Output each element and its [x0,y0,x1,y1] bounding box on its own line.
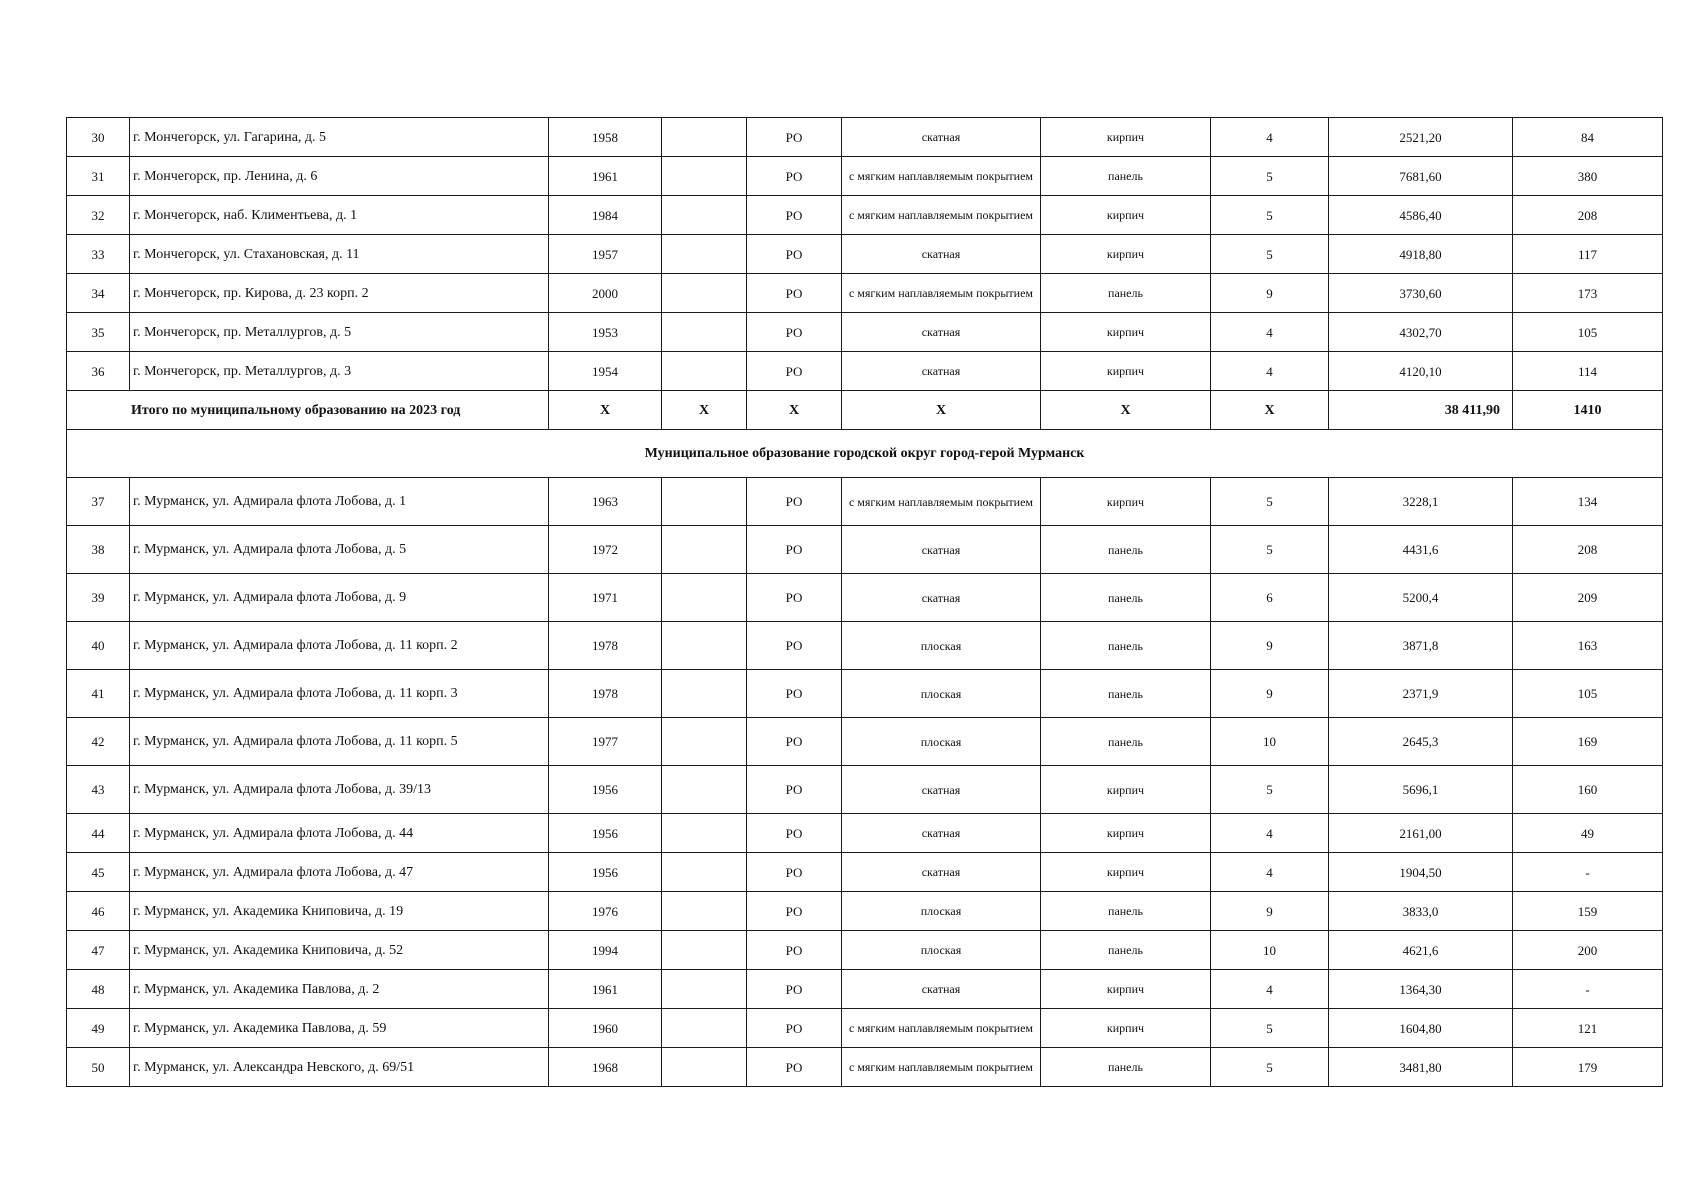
row-wall-material: кирпич [1041,235,1211,274]
row-number: 33 [67,235,130,274]
table-row [67,235,1663,274]
total-x-year: X [549,391,662,430]
row-roof-type: скатная [842,766,1041,814]
row-address: г. Мончегорск, пр. Ленина, д. 6 [130,157,549,196]
row-residents: 209 [1513,574,1663,622]
row-area: 3228,1 [1329,478,1513,526]
row-blank [662,970,747,1009]
table-row [67,622,1663,670]
row-number: 47 [67,931,130,970]
row-residents: 179 [1513,1048,1663,1087]
total-area: 38 411,90 [1329,391,1513,430]
row-ro: РО [747,157,842,196]
row-area: 4918,80 [1329,235,1513,274]
row-blank [662,574,747,622]
row-blank [662,526,747,574]
row-blank [662,478,747,526]
row-wall-material: панель [1041,718,1211,766]
row-blank [662,766,747,814]
row-year: 1963 [549,478,662,526]
row-roof-type: скатная [842,970,1041,1009]
table-row [67,157,1663,196]
table-row [67,1048,1663,1087]
row-blank [662,313,747,352]
total-label: Итого по муниципальному образованию на 2023 год [67,391,549,430]
row-ro: РО [747,853,842,892]
table-row [67,1009,1663,1048]
row-number: 39 [67,574,130,622]
row-residents: 114 [1513,352,1663,391]
row-roof-type: скатная [842,313,1041,352]
total-x-roof: X [842,391,1041,430]
row-year: 1956 [549,766,662,814]
row-residents: 159 [1513,892,1663,931]
row-floors: 4 [1211,853,1329,892]
row-year: 1954 [549,352,662,391]
row-ro: РО [747,196,842,235]
table-row [67,718,1663,766]
row-wall-material: кирпич [1041,853,1211,892]
row-address: г. Мурманск, ул. Адмирала флота Лобова, д. 11 корп. 5 [130,718,549,766]
row-ro: РО [747,1048,842,1087]
row-number: 41 [67,670,130,718]
row-year: 1956 [549,814,662,853]
total-people: 1410 [1513,391,1663,430]
row-floors: 5 [1211,1048,1329,1087]
row-year: 1978 [549,622,662,670]
row-year: 1971 [549,574,662,622]
row-wall-material: панель [1041,1048,1211,1087]
row-roof-type: скатная [842,526,1041,574]
row-area: 4586,40 [1329,196,1513,235]
row-address: г. Мурманск, ул. Адмирала флота Лобова, д. 44 [130,814,549,853]
row-floors: 6 [1211,574,1329,622]
row-number: 34 [67,274,130,313]
row-residents: 200 [1513,931,1663,970]
row-floors: 9 [1211,892,1329,931]
table-row [67,118,1663,157]
row-floors: 5 [1211,478,1329,526]
row-year: 1956 [549,853,662,892]
row-address: г. Мурманск, ул. Адмирала флота Лобова, д. 5 [130,526,549,574]
municipal-total-row [67,391,1663,430]
row-wall-material: кирпич [1041,814,1211,853]
row-ro: РО [747,118,842,157]
row-floors: 5 [1211,235,1329,274]
row-roof-type: с мягким наплавляемым покрытием [842,1009,1041,1048]
row-floors: 4 [1211,814,1329,853]
row-address: г. Мончегорск, наб. Климентьева, д. 1 [130,196,549,235]
row-year: 1961 [549,970,662,1009]
row-year: 1976 [549,892,662,931]
row-ro: РО [747,766,842,814]
table-row [67,853,1663,892]
row-residents: 117 [1513,235,1663,274]
table-row [67,814,1663,853]
row-area: 2521,20 [1329,118,1513,157]
row-number: 46 [67,892,130,931]
row-blank [662,718,747,766]
row-ro: РО [747,814,842,853]
row-ro: РО [747,670,842,718]
total-x-blank: X [662,391,747,430]
table-row [67,478,1663,526]
row-roof-type: плоская [842,931,1041,970]
row-blank [662,196,747,235]
row-residents: 134 [1513,478,1663,526]
row-area: 4431,6 [1329,526,1513,574]
row-wall-material: панель [1041,670,1211,718]
row-address: г. Мурманск, ул. Адмирала флота Лобова, д. 9 [130,574,549,622]
table-row [67,892,1663,931]
row-ro: РО [747,274,842,313]
row-address: г. Мурманск, ул. Адмирала флота Лобова, д. 11 корп. 2 [130,622,549,670]
row-address: г. Мурманск, ул. Академика Книповича, д. 52 [130,931,549,970]
row-blank [662,670,747,718]
row-wall-material: панель [1041,892,1211,931]
row-year: 1960 [549,1009,662,1048]
row-ro: РО [747,892,842,931]
table-row [67,670,1663,718]
row-wall-material: кирпич [1041,478,1211,526]
block1-rows [67,118,1663,391]
row-area: 5200,4 [1329,574,1513,622]
table-row [67,313,1663,352]
row-wall-material: кирпич [1041,196,1211,235]
row-roof-type: скатная [842,235,1041,274]
row-floors: 10 [1211,718,1329,766]
row-number: 44 [67,814,130,853]
row-address: г. Мончегорск, пр. Металлургов, д. 5 [130,313,549,352]
row-area: 2371,9 [1329,670,1513,718]
row-address: г. Мончегорск, пр. Металлургов, д. 3 [130,352,549,391]
row-address: г. Мончегорск, ул. Стахановская, д. 11 [130,235,549,274]
row-roof-type: с мягким наплавляемым покрытием [842,196,1041,235]
row-number: 50 [67,1048,130,1087]
row-ro: РО [747,352,842,391]
row-residents: 105 [1513,313,1663,352]
table-row [67,931,1663,970]
row-address: г. Мурманск, ул. Адмирала флота Лобова, д. 39/13 [130,766,549,814]
row-blank [662,1048,747,1087]
row-address: г. Мончегорск, пр. Кирова, д. 23 корп. 2 [130,274,549,313]
row-floors: 5 [1211,157,1329,196]
row-address: г. Мурманск, ул. Адмирала флота Лобова, д. 11 корп. 3 [130,670,549,718]
row-address: г. Мурманск, ул. Академика Павлова, д. 59 [130,1009,549,1048]
row-year: 1961 [549,157,662,196]
row-wall-material: кирпич [1041,118,1211,157]
section-title: Муниципальное образование городской округ город-герой Мурманск [67,430,1663,478]
row-residents: 160 [1513,766,1663,814]
row-wall-material: кирпич [1041,970,1211,1009]
row-ro: РО [747,478,842,526]
row-roof-type: плоская [842,718,1041,766]
row-area: 4302,70 [1329,313,1513,352]
row-blank [662,157,747,196]
row-year: 1968 [549,1048,662,1087]
row-wall-material: панель [1041,931,1211,970]
row-blank [662,1009,747,1048]
row-wall-material: панель [1041,526,1211,574]
row-roof-type: плоская [842,892,1041,931]
row-year: 1994 [549,931,662,970]
table-row [67,196,1663,235]
row-roof-type: с мягким наплавляемым покрытием [842,1048,1041,1087]
row-floors: 5 [1211,766,1329,814]
table-row [67,526,1663,574]
block3-rows [67,814,1663,1087]
row-ro: РО [747,574,842,622]
row-area: 4120,10 [1329,352,1513,391]
row-floors: 4 [1211,970,1329,1009]
row-number: 37 [67,478,130,526]
row-floors: 9 [1211,670,1329,718]
row-address: г. Мурманск, ул. Александра Невского, д. 69/51 [130,1048,549,1087]
row-ro: РО [747,235,842,274]
row-area: 3871,8 [1329,622,1513,670]
row-ro: РО [747,931,842,970]
row-number: 35 [67,313,130,352]
row-blank [662,931,747,970]
row-year: 1958 [549,118,662,157]
row-floors: 4 [1211,352,1329,391]
row-number: 42 [67,718,130,766]
row-residents: 49 [1513,814,1663,853]
row-year: 1978 [549,670,662,718]
row-wall-material: кирпич [1041,1009,1211,1048]
row-floors: 5 [1211,196,1329,235]
row-roof-type: плоская [842,670,1041,718]
row-wall-material: кирпич [1041,766,1211,814]
row-area: 3730,60 [1329,274,1513,313]
total-x-ro: X [747,391,842,430]
row-residents: 169 [1513,718,1663,766]
row-wall-material: панель [1041,574,1211,622]
row-area: 3833,0 [1329,892,1513,931]
row-address: г. Мурманск, ул. Академика Книповича, д. 19 [130,892,549,931]
row-residents: - [1513,853,1663,892]
row-year: 1984 [549,196,662,235]
row-residents: 84 [1513,118,1663,157]
row-year: 1953 [549,313,662,352]
row-floors: 4 [1211,313,1329,352]
block2-rows [67,478,1663,814]
row-blank [662,118,747,157]
row-address: г. Мурманск, ул. Академика Павлова, д. 2 [130,970,549,1009]
row-wall-material: кирпич [1041,313,1211,352]
row-wall-material: панель [1041,157,1211,196]
row-blank [662,814,747,853]
row-roof-type: скатная [842,574,1041,622]
row-roof-type: скатная [842,814,1041,853]
table-row [67,766,1663,814]
row-roof-type: с мягким наплавляемым покрытием [842,157,1041,196]
row-roof-type: скатная [842,118,1041,157]
row-area: 4621,6 [1329,931,1513,970]
row-residents: 121 [1513,1009,1663,1048]
table-row [67,352,1663,391]
row-number: 38 [67,526,130,574]
row-number: 40 [67,622,130,670]
row-residents: 208 [1513,526,1663,574]
row-blank [662,235,747,274]
row-number: 32 [67,196,130,235]
row-floors: 9 [1211,622,1329,670]
housing-register-table [66,117,1663,1087]
section-header-row [67,430,1663,478]
row-number: 43 [67,766,130,814]
row-number: 31 [67,157,130,196]
row-ro: РО [747,622,842,670]
row-number: 30 [67,118,130,157]
row-ro: РО [747,970,842,1009]
total-x-floors: X [1211,391,1329,430]
row-area: 1364,30 [1329,970,1513,1009]
row-residents: 380 [1513,157,1663,196]
row-roof-type: скатная [842,853,1041,892]
row-address: г. Мончегорск, ул. Гагарина, д. 5 [130,118,549,157]
row-area: 2645,3 [1329,718,1513,766]
row-number: 36 [67,352,130,391]
total-x-wall: X [1041,391,1211,430]
row-floors: 4 [1211,118,1329,157]
row-year: 1957 [549,235,662,274]
row-year: 1972 [549,526,662,574]
row-roof-type: скатная [842,352,1041,391]
row-number: 45 [67,853,130,892]
row-ro: РО [747,526,842,574]
row-ro: РО [747,1009,842,1048]
row-blank [662,274,747,313]
row-wall-material: панель [1041,622,1211,670]
row-number: 49 [67,1009,130,1048]
row-area: 1604,80 [1329,1009,1513,1048]
row-roof-type: с мягким наплавляемым покрытием [842,478,1041,526]
row-residents: 208 [1513,196,1663,235]
row-area: 5696,1 [1329,766,1513,814]
row-address: г. Мурманск, ул. Адмирала флота Лобова, д. 1 [130,478,549,526]
row-ro: РО [747,313,842,352]
row-area: 2161,00 [1329,814,1513,853]
row-address: г. Мурманск, ул. Адмирала флота Лобова, д. 47 [130,853,549,892]
row-area: 3481,80 [1329,1048,1513,1087]
row-roof-type: с мягким наплавляемым покрытием [842,274,1041,313]
row-ro: РО [747,718,842,766]
row-blank [662,853,747,892]
row-number: 48 [67,970,130,1009]
row-floors: 5 [1211,1009,1329,1048]
row-residents: 173 [1513,274,1663,313]
row-residents: 163 [1513,622,1663,670]
row-year: 2000 [549,274,662,313]
row-area: 7681,60 [1329,157,1513,196]
table-row [67,970,1663,1009]
table-row [67,274,1663,313]
row-floors: 5 [1211,526,1329,574]
table-row [67,574,1663,622]
row-residents: 105 [1513,670,1663,718]
row-wall-material: кирпич [1041,352,1211,391]
row-roof-type: плоская [842,622,1041,670]
row-wall-material: панель [1041,274,1211,313]
row-blank [662,892,747,931]
row-residents: - [1513,970,1663,1009]
row-year: 1977 [549,718,662,766]
row-floors: 9 [1211,274,1329,313]
row-blank [662,352,747,391]
row-floors: 10 [1211,931,1329,970]
row-blank [662,622,747,670]
row-area: 1904,50 [1329,853,1513,892]
